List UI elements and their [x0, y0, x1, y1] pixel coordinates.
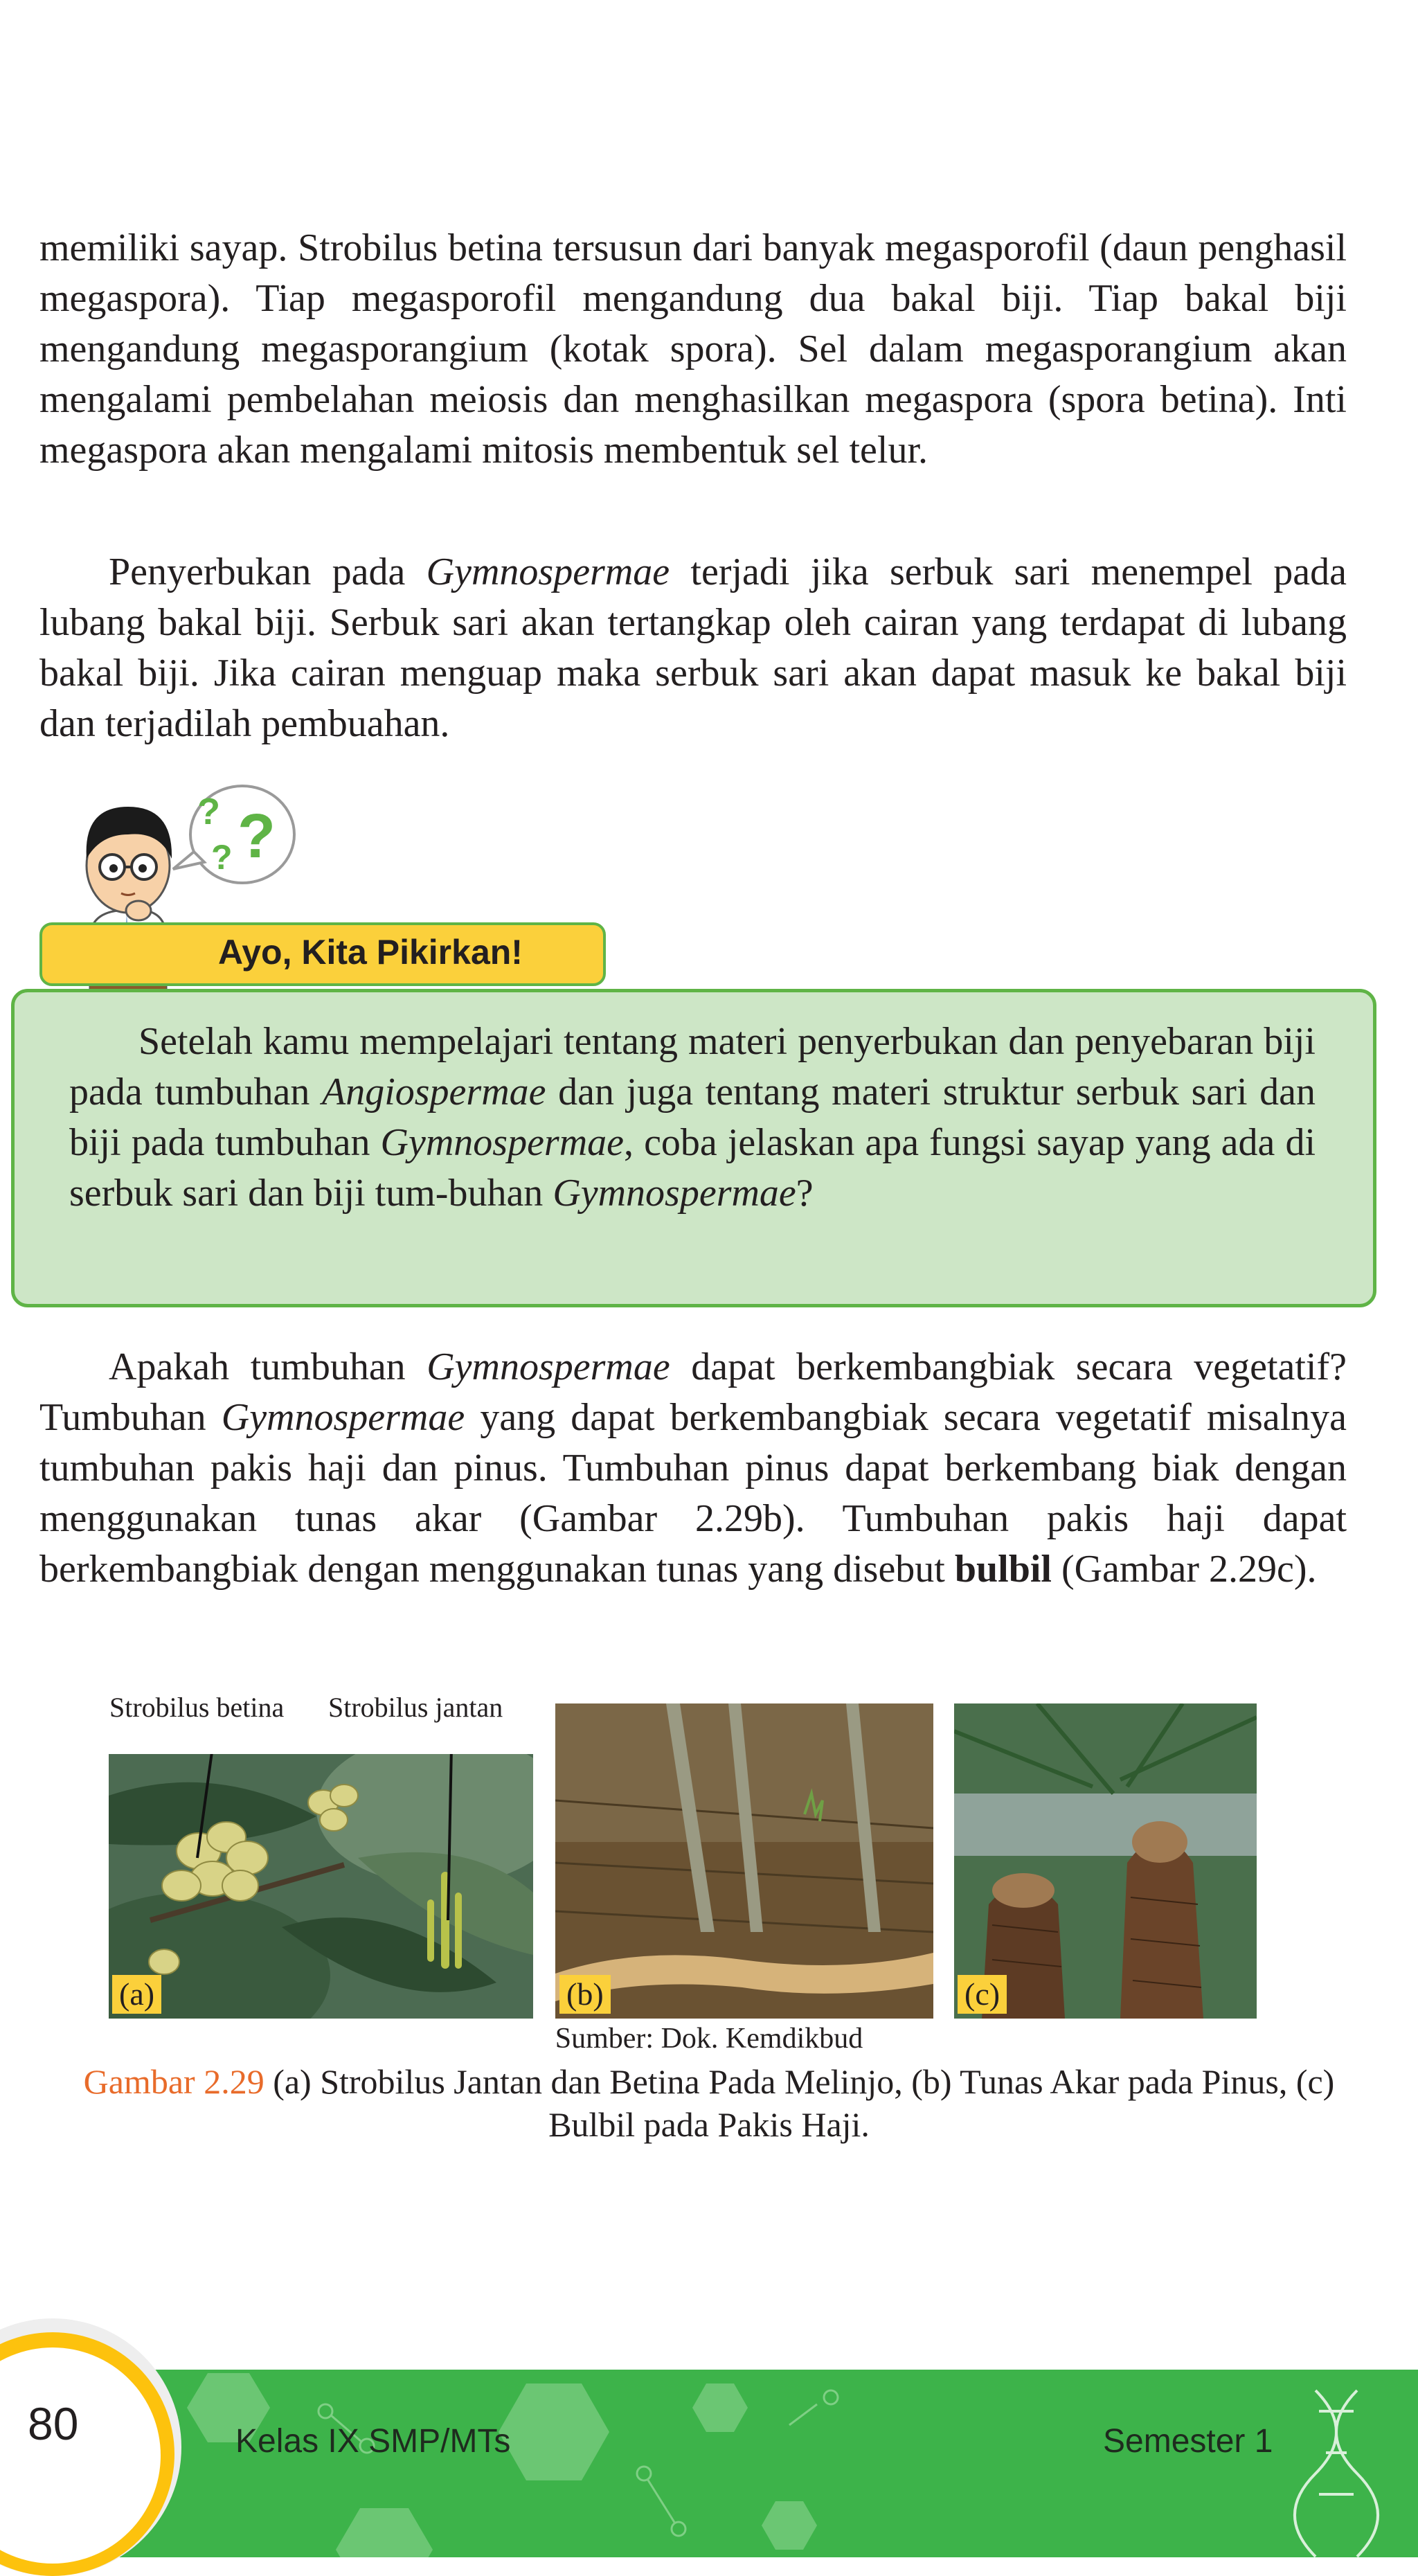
- figure-caption-text: (a) Strobilus Jantan dan Betina Pada Melinjo, (b) Tunas Akar pada Pinus, (c) Bulbil pada Pakis Haji.: [264, 2062, 1335, 2144]
- svg-text:?: ?: [197, 791, 220, 832]
- text-span: Penyerbukan pada: [109, 551, 427, 593]
- photo-pakis-haji-bulbil: [954, 1703, 1257, 2019]
- figure-number: Gambar 2.29: [83, 2062, 264, 2101]
- text-span: terjadi jika serbuk sari menempel pada lubang bakal biji. Serbuk sari akan tertangkap oleh cairan yang terdapat di lubang bakal biji. Jika cairan menguap maka serbuk sari akan dapat masuk ke bakal biji dan terjadilah pembuahan.: [39, 551, 1347, 745]
- term-gymnospermae: Gymnospermae: [221, 1396, 465, 1439]
- text-span: Setelah kamu mempelajari tentang materi penyerbukan dan penyebaran biji pada tumbuhan: [69, 1020, 1316, 1113]
- figure-caption: [69, 2060, 1349, 2146]
- photo-pinus-root-shoots: [555, 1703, 933, 2019]
- paragraph-megaspore: [39, 223, 1347, 476]
- term-gymnospermae: Gymnospermae: [427, 1345, 670, 1388]
- paragraph-megaspore-text: memiliki sayap. Strobilus betina tersusun dari banyak megasporofil (daun penghasil megaspora). Tiap megasporofil mengandung dua bakal biji. Tiap bakal biji mengandung megasporangium (kotak spora). Sel dalam megasporangium akan mengalami pembelahan meiosis dan menghasilkan megaspora (spora betina). Inti megaspora akan mengalami mitosis membentuk sel telur.: [39, 226, 1347, 472]
- activity-title: Ayo, Kita Pikirkan!: [218, 933, 523, 972]
- label-strobilus-betina: Strobilus betina: [109, 1692, 285, 1723]
- paragraph-vegetative: [39, 1342, 1347, 1595]
- footer-semester-label: Semester 1: [1103, 2423, 1273, 2460]
- text-span: Apakah tumbuhan: [109, 1345, 427, 1388]
- text-span: , coba jelaskan apa fungsi sayap yang ada di serbuk sari dan biji tum-buhan: [69, 1121, 1316, 1215]
- term-bulbil: bulbil: [954, 1548, 1052, 1591]
- label-strobilus-jantan: Strobilus jantan: [328, 1692, 503, 1723]
- figure-source: Sumber: Dok. Kemdikbud: [555, 2023, 863, 2055]
- term-gymnospermae: Gymnospermae: [380, 1121, 625, 1164]
- hexagon-pattern: [0, 2370, 1418, 2557]
- footer-band: [0, 2370, 1418, 2557]
- tag-a: (a): [112, 1975, 161, 2014]
- page-number: 80: [28, 2398, 79, 2449]
- svg-text:?: ?: [237, 802, 276, 871]
- paragraph-pollination: [39, 547, 1347, 749]
- text-span: (Gambar 2.29c).: [1051, 1548, 1317, 1591]
- term-angiospermae: Angiospermae: [321, 1071, 546, 1113]
- svg-text:?: ?: [211, 838, 233, 877]
- text-span: dapat berkembangbiak secara vegetatif? Tumbuhan: [39, 1345, 1347, 1439]
- footer-class-label: Kelas IX SMP/MTs: [235, 2423, 511, 2460]
- text-span: dan juga tentang materi struktur serbuk sari dan biji pada tumbuhan: [69, 1071, 1316, 1164]
- text-span: yang dapat berkembangbiak secara vegetatif misalnya tumbuhan pakis haji dan pinus. Tumbuhan pinus dapat berkembang biak dengan menggunakan tunas akar (Gambar 2.29b). Tumbuhan pakis haji dapat berkembangbiak dengan menggunakan tunas yang disebut: [39, 1396, 1347, 1591]
- activity-question: [69, 1017, 1316, 1219]
- tag-c: (c): [958, 1975, 1007, 2014]
- term-gymnospermae: Gymnospermae: [553, 1172, 796, 1215]
- tag-b: (b): [559, 1975, 611, 2014]
- photo-melinjo-strobilus: [109, 1754, 533, 2019]
- term-gymnospermae: Gymnospermae: [426, 551, 670, 593]
- text-span: ?: [796, 1172, 814, 1215]
